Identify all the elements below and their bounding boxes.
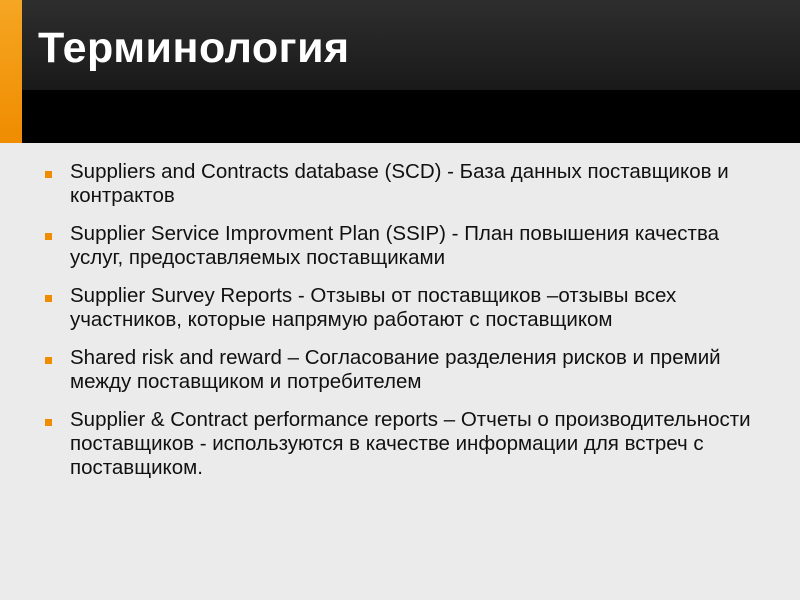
- bullet-item: [0, 346, 800, 394]
- bullet-text: Supplier Survey Reports - Отзывы от поставщиков –отзывы всех участников, которые напрямую работают с поставщиком: [70, 284, 677, 331]
- square-bullet-icon: [45, 233, 52, 240]
- bullet-item: [0, 284, 800, 332]
- square-bullet-icon: [45, 419, 52, 426]
- slide-content: [0, 160, 800, 494]
- slide-header: [0, 0, 800, 143]
- square-bullet-icon: [45, 295, 52, 302]
- header-band: [0, 90, 800, 143]
- bullet-list: [0, 160, 800, 480]
- slide-title: Терминология: [38, 24, 350, 72]
- square-bullet-icon: [45, 357, 52, 364]
- bullet-text: Suppliers and Contracts database (SCD) - База данных поставщиков и контрактов: [70, 160, 729, 207]
- square-bullet-icon: [45, 171, 52, 178]
- bullet-item: [0, 408, 800, 480]
- bullet-text: Shared risk and reward – Согласование разделения рисков и премий между поставщиком и потребителем: [70, 346, 721, 393]
- accent-bar: [0, 0, 22, 143]
- bullet-item: [0, 222, 800, 270]
- bullet-text: Supplier & Contract performance reports – Отчеты о производительности поставщиков - используются в качестве информации для встреч с поставщиком.: [70, 408, 751, 479]
- bullet-text: Supplier Service Improvment Plan (SSIP) - План повышения качества услуг, предоставляемых поставщиками: [70, 222, 720, 269]
- bullet-item: [0, 160, 800, 208]
